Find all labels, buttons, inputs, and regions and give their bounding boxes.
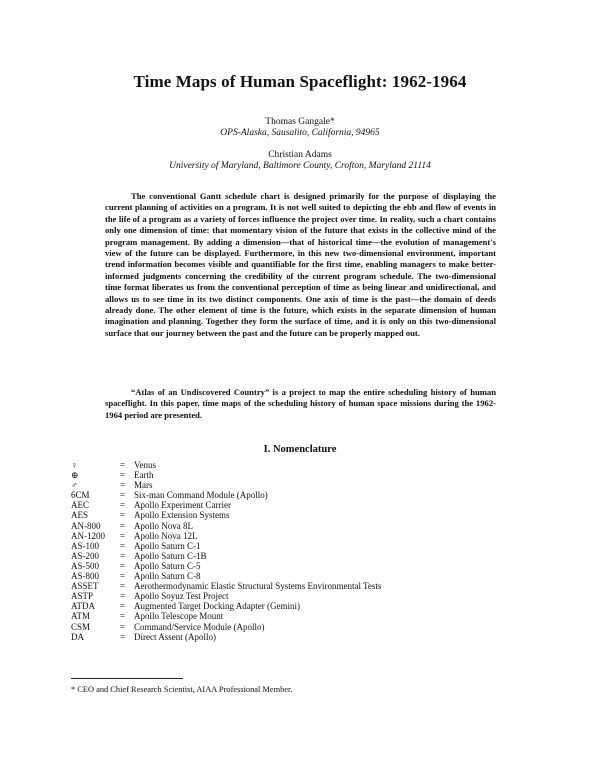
- nomenclature-equals: =: [119, 571, 126, 582]
- nomenclature-definition: Apollo Saturn C-1: [134, 540, 201, 551]
- footnote-rule: [71, 678, 183, 679]
- nomenclature-definition: Direct Assent (Apollo): [134, 631, 216, 642]
- nomenclature-row: [71, 601, 551, 611]
- nomenclature-row: [71, 632, 551, 642]
- abstract-paragraph-2: “Atlas of an Undiscovered Country” is a project to map the entire scheduling history of human spaceflight. In this paper, time maps of the scheduling history of human space missions during the 1962-1964 period are presented.: [105, 387, 496, 420]
- nomenclature-row: [71, 470, 551, 480]
- section-heading-nomenclature: I. Nomenclature: [263, 444, 337, 455]
- nomenclature-definition: Apollo Telescope Mount: [134, 611, 224, 622]
- nomenclature-definition: Apollo Saturn C-8: [134, 571, 201, 582]
- author-name-1: Thomas Gangale*: [265, 117, 335, 127]
- nomenclature-definition: Command/Service Module (Apollo): [134, 621, 265, 632]
- nomenclature-symbol: AN-800: [71, 520, 101, 531]
- nomenclature-equals: =: [119, 581, 126, 592]
- nomenclature-definition: Apollo Experiment Carrier: [134, 500, 231, 511]
- nomenclature-equals: =: [119, 490, 126, 501]
- nomenclature-symbol: DA: [71, 631, 84, 642]
- nomenclature-symbol: ATM: [71, 611, 91, 622]
- nomenclature-symbol: AS-200: [71, 550, 100, 561]
- nomenclature-symbol: AS-500: [71, 560, 100, 571]
- nomenclature-definition: Six-man Command Module (Apollo): [134, 490, 268, 501]
- footnote: * CEO and Chief Research Scientist, AIAA Professional Member.: [71, 685, 293, 694]
- nomenclature-definition: Apollo Saturn C-5: [134, 560, 201, 571]
- abstract-paragraph-1: The conventional Gantt schedule chart is designed primarily for the purpose of displaying the current planning of activities on a program. It is not well suited to depicting the ebb and flow of events in the life of a program as a variety of forces influence the project over time. In reality, such a chart contains only one dimension of time: that momentary vision of the future that exists in the collective mind of the program management. By adding a dimension—that of historical time—the evolution of management's view of the future can be displayed. Furthermore, in this new two-dimensional environment, important trend information becomes visible and quantifiable for the first time, enabling managers to make better-informed judgments concerning the credibility of the current program schedule. The two-dimensional time format liberates us from the conventional perception of time as being linear and unidirectional, and allows us to see time in its two distinct components. One axis of time is the past—the domain of deeds already done. The other element of time is the future, which exists in the separate dimension of human imagination and planning. Together they form the surface of time, and it is only on this two-dimensional surface that our journey between the past and the future can be properly mapped out.: [105, 191, 496, 338]
- nomenclature-row: [71, 480, 551, 490]
- nomenclature-row: [71, 531, 551, 541]
- nomenclature-symbol: AS-100: [71, 540, 100, 551]
- nomenclature-row: [71, 591, 551, 601]
- nomenclature-definition: Mars: [134, 480, 153, 491]
- nomenclature-symbol: AN-1200: [71, 530, 105, 541]
- nomenclature-equals: =: [119, 520, 126, 531]
- author-name-2: Christian Adams: [268, 150, 332, 160]
- nomenclature-definition: Augmented Target Docking Adapter (Gemini): [134, 601, 300, 612]
- nomenclature-row: [71, 460, 551, 470]
- nomenclature-row: [71, 551, 551, 561]
- nomenclature-symbol: ♂: [71, 480, 78, 491]
- nomenclature-equals: =: [119, 611, 126, 622]
- paper-title: Time Maps of Human Spaceflight: 1962-1964: [133, 72, 467, 91]
- nomenclature-row: [71, 622, 551, 632]
- author-affiliation-2: University of Maryland, Baltimore County, Crofton, Maryland 21114: [169, 161, 431, 171]
- nomenclature-symbol: 6CM: [71, 490, 90, 501]
- author-affiliation-1: OPS-Alaska, Sausalito, California, 94965: [220, 128, 380, 138]
- nomenclature-equals: =: [119, 500, 126, 511]
- nomenclature-symbol: CSM: [71, 621, 91, 632]
- nomenclature-symbol: ♀: [71, 460, 78, 470]
- nomenclature-definition: Apollo Nova 8L: [134, 520, 193, 531]
- nomenclature-equals: =: [119, 601, 126, 612]
- nomenclature-equals: =: [119, 540, 126, 551]
- nomenclature-symbol: AES: [71, 510, 89, 521]
- nomenclature-definition: Apollo Extension Systems: [134, 510, 230, 521]
- nomenclature-row: [71, 561, 551, 571]
- nomenclature-symbol: ASSET: [71, 581, 99, 592]
- nomenclature-row: [71, 571, 551, 581]
- nomenclature-row: [71, 611, 551, 621]
- nomenclature-row: [71, 500, 551, 510]
- nomenclature-definition: Apollo Saturn C-1B: [134, 550, 207, 561]
- nomenclature-equals: =: [119, 470, 126, 481]
- nomenclature-symbol: AEC: [71, 500, 89, 511]
- nomenclature-symbol: ATDA: [71, 601, 95, 612]
- nomenclature-equals: =: [119, 631, 126, 642]
- nomenclature-definition: Apollo Nova 12L: [134, 530, 198, 541]
- nomenclature-row: [71, 541, 551, 551]
- nomenclature-equals: =: [119, 560, 126, 571]
- nomenclature-equals: =: [119, 591, 126, 602]
- nomenclature-definition: Apollo Soyuz Test Project: [134, 591, 229, 602]
- nomenclature-symbol: AS-800: [71, 571, 100, 582]
- nomenclature-equals: =: [119, 480, 126, 491]
- nomenclature-list: [71, 460, 551, 642]
- nomenclature-equals: =: [119, 510, 126, 521]
- nomenclature-definition: Venus: [134, 460, 156, 470]
- nomenclature-equals: =: [119, 621, 126, 632]
- nomenclature-row: [71, 581, 551, 591]
- nomenclature-equals: =: [119, 530, 126, 541]
- nomenclature-equals: =: [119, 460, 126, 470]
- nomenclature-definition: Aerothermodynamic Elastic Structural Systems Environmental Tests: [134, 581, 382, 592]
- nomenclature-row: [71, 490, 551, 500]
- nomenclature-row: [71, 510, 551, 520]
- nomenclature-row: [71, 521, 551, 531]
- nomenclature-definition: Earth: [134, 470, 154, 481]
- nomenclature-symbol: ASTP: [71, 591, 94, 602]
- nomenclature-symbol: ⊕: [71, 470, 79, 481]
- nomenclature-equals: =: [119, 550, 126, 561]
